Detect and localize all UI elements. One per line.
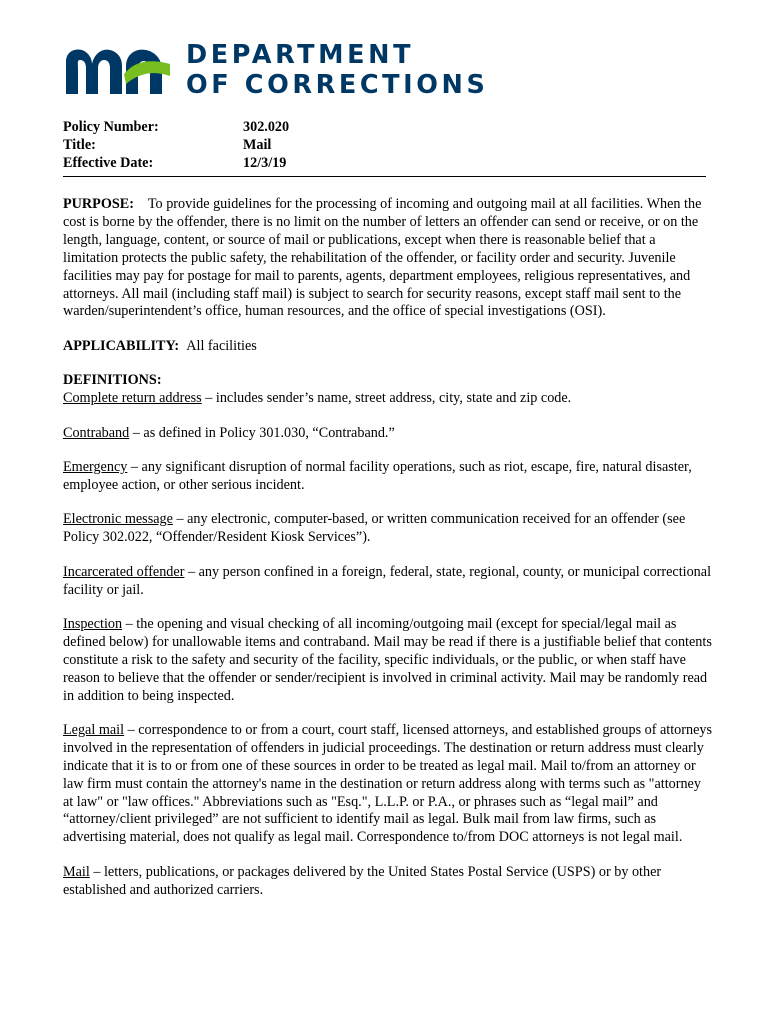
header-divider (63, 176, 706, 177)
policy-number-label: Policy Number: (63, 119, 159, 135)
purpose-heading: PURPOSE: (63, 196, 134, 212)
definition-item (63, 511, 713, 547)
definition-term: Legal mail (63, 721, 125, 738)
definition-text: – includes sender’s name, street address, city, state and zip code. (201, 390, 572, 407)
definition-item (63, 564, 713, 600)
definition-term: Complete return address (63, 390, 202, 407)
definition-text: – the opening and visual checking of all incoming/outgoing mail (except for special/legal mail as defined below) for unallowable items and contraband. Mail may be read if there is a justifiable belief that contents constitute a risk to the safety and security of the facility, specific individuals, or the public, or when staff have reason to believe that the offender or sender/recipient is involved in criminal activity. Mail may be randomly read in addition to being inspected. (63, 615, 712, 704)
policy-number-row (63, 118, 703, 136)
definition-item (63, 722, 713, 847)
definition-term: Inspection (63, 615, 123, 632)
policy-title-value: Mail (243, 137, 272, 153)
definition-text: – any significant disruption of normal facility operations, such as riot, escape, fire, natural disaster, employee action, or other serious incident. (63, 458, 692, 493)
definition-term: Incarcerated offender (63, 563, 185, 580)
definition-text: – any person confined in a foreign, federal, state, regional, county, or municipal correctional facility or jail. (63, 563, 712, 598)
mn-department-of-corrections-logo (64, 40, 488, 100)
definition-item (63, 864, 713, 900)
definition-term: Electronic message (63, 511, 173, 528)
definition-item (63, 616, 713, 706)
definitions-section (63, 372, 713, 408)
definition-text: – as defined in Policy 301.030, “Contraband.” (129, 424, 395, 441)
definition-item (63, 425, 713, 443)
definition-term: Contraband (63, 424, 130, 441)
effective-date-row (63, 154, 703, 172)
policy-body (63, 196, 713, 916)
policy-title-row (63, 136, 703, 154)
applicability-section (63, 338, 713, 356)
purpose-section (63, 196, 713, 321)
definitions-heading: DEFINITIONS: (63, 372, 162, 389)
effective-date-label: Effective Date: (63, 155, 154, 171)
mn-logo-icon (64, 44, 172, 96)
definition-text: – any electronic, computer-based, or written communication received for an offender (see Policy 302.022, “Offender/Resident Kiosk Services”). (63, 511, 686, 546)
department-name (186, 40, 488, 100)
definition-term: Emergency (63, 458, 128, 475)
effective-date-value: 12/3/19 (243, 155, 287, 171)
policy-number-value: 302.020 (243, 119, 290, 135)
policy-title-label: Title: (63, 137, 96, 153)
definition-term: Mail (63, 863, 90, 880)
definition-text: – correspondence to or from a court, court staff, licensed attorneys, and established groups of attorneys involved in the representation of offenders in judicial proceedings. The destination or return address must clearly indicate that it is to or from one of these sources in order to be treated as legal mail. Mail to/from an attorney or law firm must contain the attorney's name in the destination or return address along with terms such as "attorney at law" or "law offices." Abbreviations such as "Esq.", L.L.P. or P.A., or phrases such as “legal mail” and “attorney/client privileged” are not sufficient to identify mail as legal. Bulk mail from law firms, such as advertising material, does not qualify as legal mail. Correspondence to/from DOC attorneys is not legal mail. (63, 721, 713, 846)
purpose-text: To provide guidelines for the processing of incoming and outgoing mail at all facilities. When the cost is borne by the offender, there is no limit on the number of letters an offender can send or receive, or on the length, language, content, or source of mail or publications, except when there is reasonable belief that a limitation protects the public safety, the rehabilitation of the offender, or facility order and security. Juvenile facilities may pay for postage for mail to parents, agents, department employees, religious representatives, and attorneys. All mail (including staff mail) is subject to search for security reasons, except staff mail sent to the warden/superintendent’s office, human resources, and the office of special investigations (OSI). (63, 196, 702, 320)
logo-text-line1: DEPARTMENT (186, 40, 415, 70)
policy-info-table (63, 118, 703, 172)
applicability-heading: APPLICABILITY: (63, 337, 180, 354)
applicability-text: All facilities (186, 337, 257, 354)
logo-text-line2: OF CORRECTIONS (186, 70, 489, 100)
definition-item (63, 459, 713, 495)
definition-text: – letters, publications, or packages delivered by the United States Postal Service (USPS) or by other established and authorized carriers. (63, 863, 662, 898)
